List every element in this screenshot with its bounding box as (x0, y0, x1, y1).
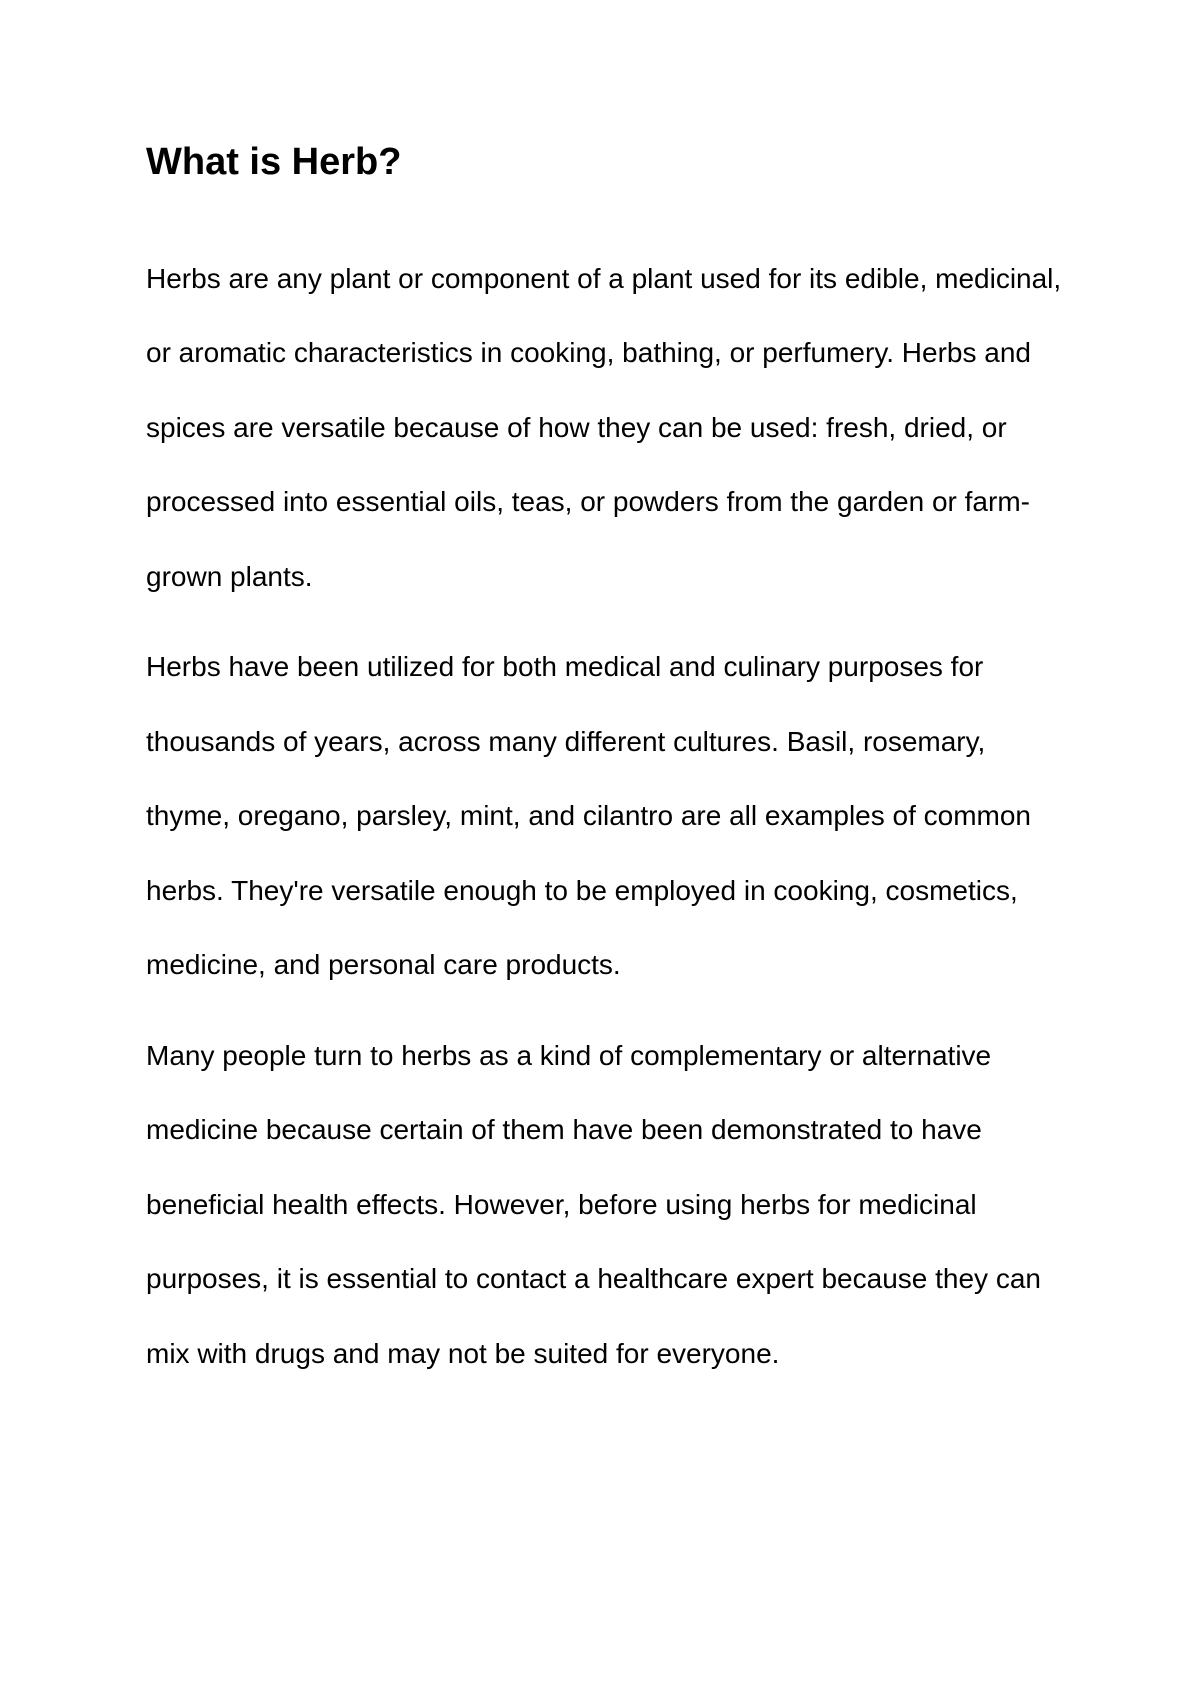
paragraph-intro: Herbs are any plant or component of a plant used for its edible, medicinal, or aromatic characteristics in cooking, bathing, or perfumery. Herbs and spices are versatile because of how they can be used: fresh, dried, or processed into essential oils, teas, or powders from the garden or farm-grown plants. (146, 262, 1062, 592)
page-title: What is Herb? (146, 141, 402, 183)
paragraph-medicine: Many people turn to herbs as a kind of complementary or alternative medicine because certain of them have been demonstrated to have beneficial health effects. However, before using herbs for medicinal purposes, it is essential to contact a healthcare expert because they can mix with drugs and may not be suited for everyone. (146, 1039, 1041, 1369)
document-body (146, 140, 1066, 1407)
paragraph-history: Herbs have been utilized for both medical and culinary purposes for thousands of years, across many different cultures. Basil, rosemary, thyme, oregano, parsley, mint, and cilantro are all examples of common herbs. They're versatile enough to be employed in cooking, cosmetics, medicine, and personal care products. (146, 651, 1032, 981)
